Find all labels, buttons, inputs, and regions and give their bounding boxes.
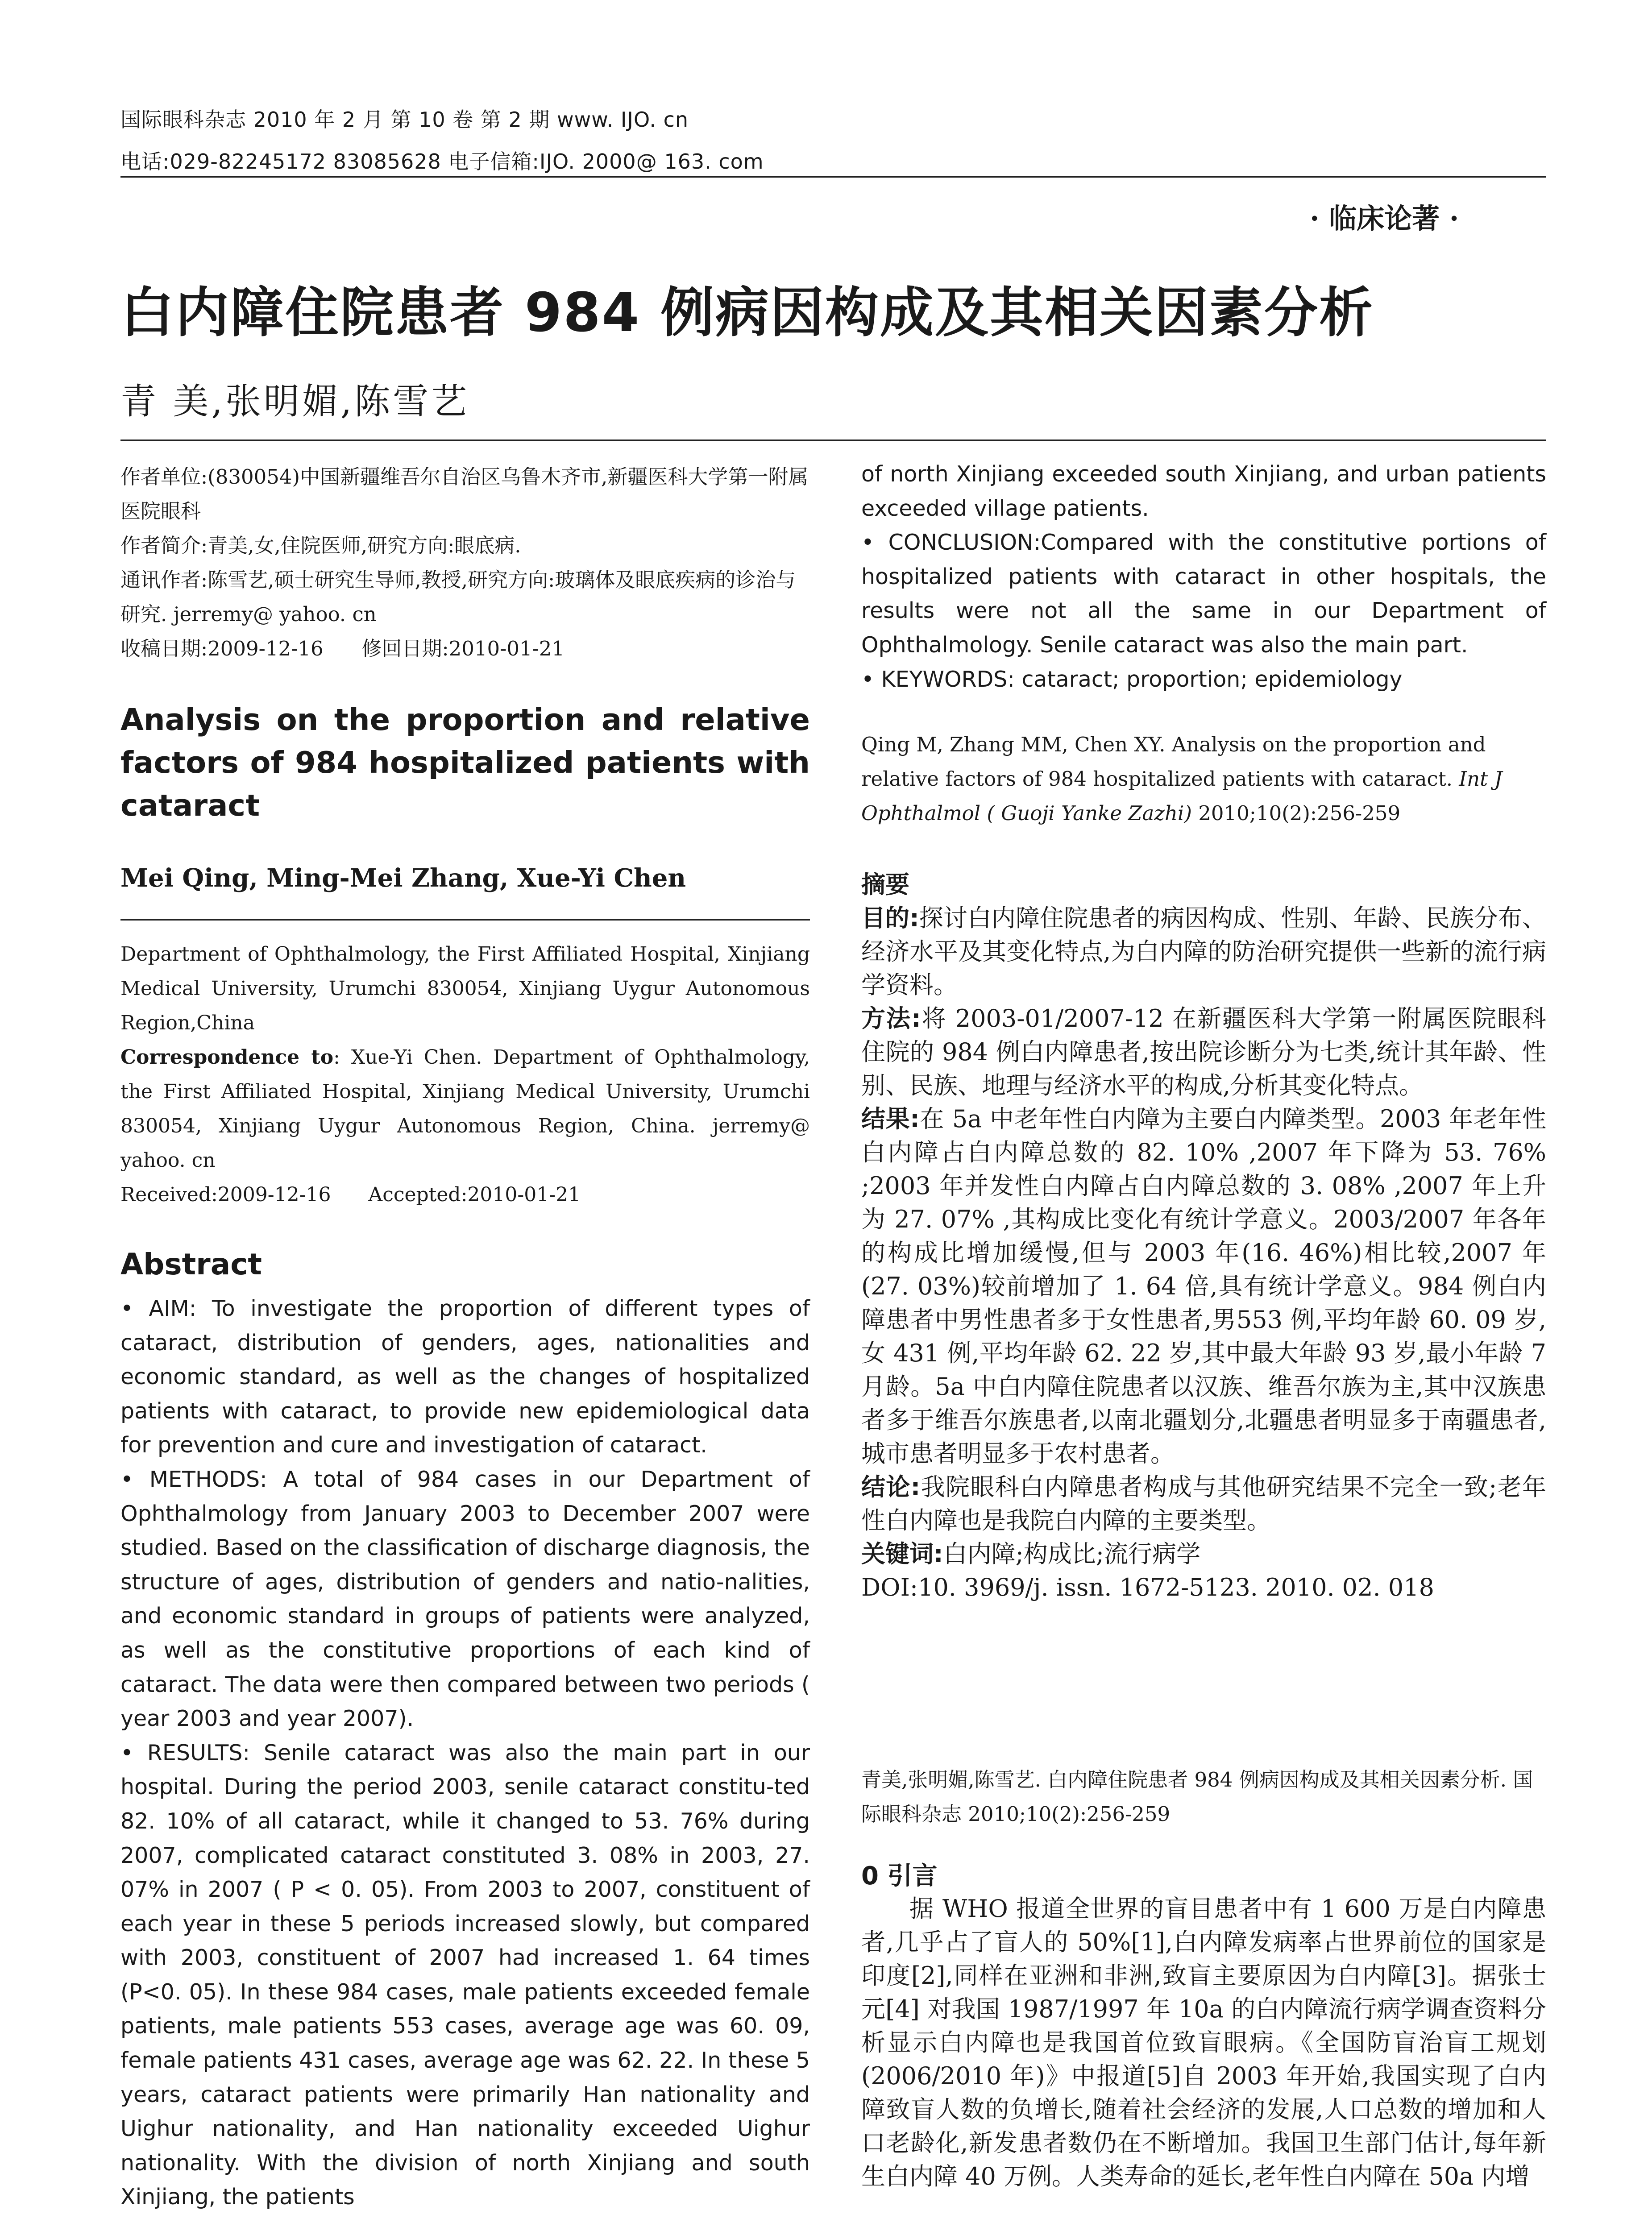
abstract-cn-conclusion	[861, 1470, 1546, 1537]
doi: DOI:10. 3969/j. issn. 1672-5123. 2010. 02. 018	[861, 1573, 1434, 1601]
citation-cn: 青美,张明媚,陈雪艺. 白内障住院患者 984 例病因构成及其相关因素分析. 国际眼科杂志 2010;10(2):256-259	[861, 1768, 1533, 1826]
author-intro: 作者简介:青美,女,住院医师,研究方向:眼底病.	[120, 534, 521, 557]
title-rule	[120, 440, 1546, 441]
abstract-cn-aim	[861, 901, 1546, 1002]
english-authors: Mei Qing, Ming-Mei Zhang, Xue-Yi Chen	[120, 863, 686, 893]
authors-rule	[120, 919, 810, 921]
abstract-aim: • AIM: To investigate the proportion of different types of cataract, distribution of genders, ages, nationalities and economic standard, as well as the changes of hospitalized patients with cataract, to provide new epidemiological data for prevention and cure and investigation of cataract.	[120, 1296, 810, 1458]
abstract-cn-conclusion-label: 结论:	[861, 1473, 921, 1501]
correspondence-en	[120, 1040, 810, 1178]
abstract-cn-results-text: 在 5a 中老年性白内障为主要白内障类型。2003 年老年性白内障占白内障总数的 82. 10% ,2007 年下降为 53. 76% ;2003 年并发性白内障占白内障总数的 3. 08% ,2007 年上升为 27. 07% ,其构成比变化有统计学意义。2003/2007 年各年的构成比增加缓慢,但与 2003 年(16. 46%)相比较,2007 年(27. 03%)较前增加了 1. 64 倍,具有统计学意义。984 例白内障患者中男性患者多于女性患者,男553 例,平均年龄 60. 09 岁,女 431 例,平均年龄 62. 22 岁,其中最大年龄 93 岁,最小年龄 7 月龄。5a 中白内障住院患者以汉族、维吾尔族为主,其中汉族患者多于维吾尔族患者,以南北疆划分,北疆患者明显多于南疆患者,城市患者明显多于农村患者。	[861, 1105, 1546, 1468]
abstract-heading: Abstract	[120, 1247, 262, 1281]
abstract-body-cont	[861, 457, 1546, 697]
journal-header-line1: 国际眼科杂志 2010 年 2 月 第 10 卷 第 2 期 www. IJO. cn	[120, 108, 689, 132]
affiliation-en	[120, 937, 810, 1212]
received-dates-en: Received:2009-12-16 Accepted:2010-01-21	[120, 1183, 581, 1206]
abstract-cn-results-label: 结果:	[861, 1105, 920, 1133]
abstract-body	[120, 1292, 810, 2214]
abstract-cn	[861, 868, 1546, 1604]
author-unit: 作者单位:(830054)中国新疆维吾尔自治区乌鲁木齐市,新疆医科大学第一附属医院眼科	[120, 465, 809, 523]
abstract-keywords: • KEYWORDS: cataract; proportion; epidemiology	[861, 666, 1403, 692]
abstract-cn-methods	[861, 1002, 1546, 1102]
intro-text: 据 WHO 报道全世界的盲目患者中有 1 600 万是白内障患者,几乎占了盲人的 50%[1],白内障发病率占世界前位的国家是印度[2],同样在亚洲和非洲,致盲主要原因为白内障[3]。据张士元[4] 对我国 1987/1997 年 10a 的白内障流行病学调查资料分析显示白内障也是我国首位致盲眼病。《全国防盲治盲工规划(2006/2010 年)》中报道[5]自 2003 年开始,我国实现了白内障致盲人数的负增长,随着社会经济的发展,人口总数的增加和人口老龄化,新发患者数仍在不断增加。我国卫生部门估计,每年新生白内障 40 万例。人类寿命的延长,老年性白内障在 50a 内增	[861, 1895, 1546, 2190]
english-title: Analysis on the proportion and relative factors of 984 hospitalized patients with cataract	[120, 702, 810, 823]
received-dates-cn: 收稿日期:2009-12-16 修回日期:2010-01-21	[120, 637, 565, 660]
abstract-results: • RESULTS: Senile cataract was also the main part in our hospital. During the period 2003, senile cataract constitu-ted 82. 10% of all cataract, while it changed to 53. 76% during 2007, complicated cataract constituted 3. 08% in 2003, 27. 07% in 2007 ( P < 0. 05). From 2003 to 2007, constituent of each year in these 5 periods increased slowly, but compared with 2003, constituent of 2007 had increased 1. 64 times (P<0. 05). In these 984 cases, male patients exceeded female patients, male patients 553 cases, average age was 60. 09, female patients 431 cases, average age was 62. 22. In these 5 years, cataract patients were primarily Han nationality and Uighur nationality, and Han nationality exceeded Uighur nationality. With the division of north Xinjiang and south Xinjiang, the patients	[120, 1740, 810, 2210]
section-tag: · 临床论著 ·	[1310, 202, 1459, 235]
citation-en-vol: 2010;10(2):256-259	[1198, 801, 1401, 825]
abstract-cn-results	[861, 1102, 1546, 1470]
author-info	[120, 460, 810, 666]
page-title: 白内障住院患者 984 例病因构成及其相关因素分析	[120, 282, 1374, 344]
abstract-cn-methods-label: 方法:	[861, 1004, 921, 1033]
abstract-cn-heading: 摘要	[861, 871, 909, 899]
authors-cn: 青 美,张明媚,陈雪艺	[120, 381, 470, 422]
corresponding-author: 通讯作者:陈雪艺,硕士研究生导师,教授,研究方向:玻璃体及眼底疾病的诊治与研究. jerremy@ yahoo. cn	[120, 568, 796, 626]
abstract-cn-conclusion-text: 我院眼科白内障患者构成与其他研究结果不完全一致;老年性白内障也是我院白内障的主要类型。	[861, 1473, 1546, 1534]
correspondence-label: Correspondence to	[120, 1046, 334, 1069]
abstract-conclusion: • CONCLUSION:Compared with the constitutive portions of hospitalized patients with cataract in other hospitals, the results were not all the same in our Department of Ophthalmology. Senile cataract was also the main part.	[861, 530, 1546, 658]
header-rule	[120, 176, 1546, 178]
abstract-cn-keywords	[861, 1537, 1546, 1571]
department-en: Department of Ophthalmology, the First Affiliated Hospital, Xinjiang Medical University, Urumchi 830054, Xinjiang Uygur Autonomous Region,China	[120, 943, 810, 1034]
abstract-cn-methods-text: 将 2003-01/2007-12 在新疆医科大学第一附属医院眼科住院的 984 例白内障患者,按出院诊断分为七类,统计其年龄、性别、民族、地理与经济水平的构成,分析其变化特点。	[861, 1004, 1546, 1099]
correspondence-text: : Xue-Yi Chen. Department of Ophthalmology, the First Affiliated Hospital, Xinjiang Medical University, Urumchi 830054, Xinjiang Uygur Autonomous Region, China. jerremy@ yahoo. cn	[120, 1046, 810, 1172]
citation-en-journal-cn: ( Guoji Yanke Zazhi)	[987, 801, 1192, 825]
citation-en	[861, 727, 1546, 830]
abstract-cn-aim-text: 探讨白内障住院患者的病因构成、性别、年龄、民族分布、经济水平及其变化特点,为白内障的防治研究提供一些新的流行病学资料。	[861, 904, 1546, 999]
citation-en-journal: Int J Ophthalmol	[861, 767, 1503, 825]
journal-header-line2: 电话:029-82245172 83085628 电子信箱:IJO. 2000@ 163. com	[120, 149, 764, 174]
abstract-results-cont: of north Xinjiang exceeded south Xinjiang, and urban patients exceeded village patients.	[861, 461, 1546, 521]
intro-heading: 0 引言	[861, 1862, 938, 1891]
abstract-cn-aim-label: 目的:	[861, 904, 919, 932]
citation-en-text: Qing M, Zhang MM, Chen XY. Analysis on the proportion and relative factors of 984 hospitalized patients with cataract.	[861, 733, 1486, 791]
abstract-cn-keywords-label: 关键词:	[861, 1540, 943, 1568]
abstract-methods: • METHODS: A total of 984 cases in our Department of Ophthalmology from January 2003 to December 2007 were studied. Based on the classification of discharge diagnosis, the structure of ages, distribution of genders and natio-nalities, and economic standard in groups of patients were analyzed, as well as the constitutive proportions of each kind of cataract. The data were then compared between two periods ( year 2003 and year 2007).	[120, 1466, 810, 1732]
abstract-cn-keywords-text: 白内障;构成比;流行病学	[943, 1540, 1200, 1568]
